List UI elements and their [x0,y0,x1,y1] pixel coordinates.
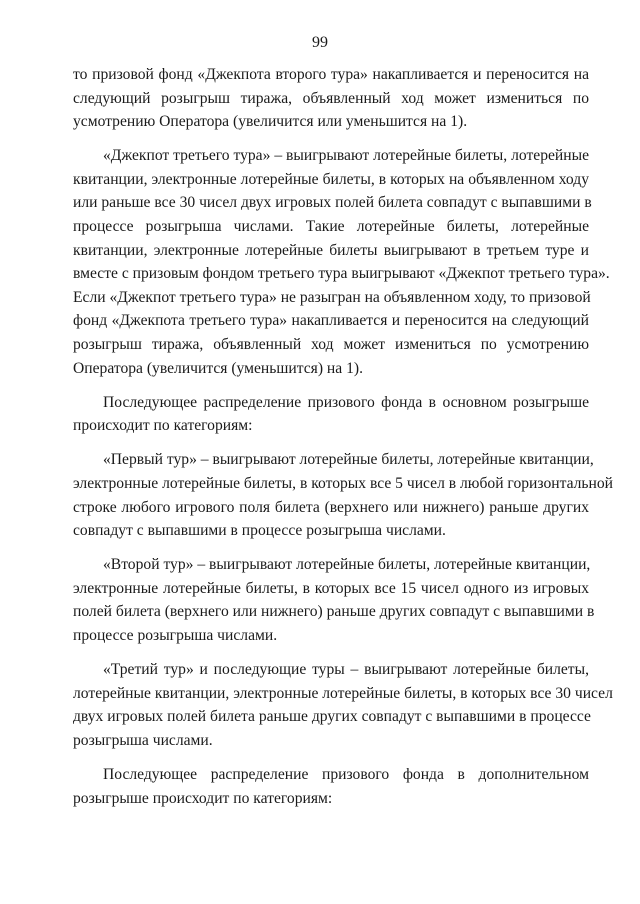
text-line: Оператора (увеличится (уменьшится) на 1). [73,359,363,377]
text-line: Последующее распределение призового фонда в основном розыгрыше [103,393,589,411]
text-line: квитанции, электронные лотерейные билеты выигрывают в третьем туре и [73,241,589,259]
text-line: «Третий тур» и последующие туры – выигрывают лотерейные билеты, [103,661,589,679]
text-line: лотерейные квитанции, электронные лотерейные билеты, в которых все 30 чисел [73,684,613,702]
paragraph [73,144,610,380]
text-line: розыгрыше происходит по категориям: [73,789,333,807]
text-line: электронные лотерейные билеты, в которых все 15 чисел одного из игровых [73,579,589,597]
paragraph [73,658,613,752]
text-line: происходит по категориям: [73,417,253,435]
text-line: совпадут с выпавшими в процессе розыгрыша числами. [73,522,446,540]
text-line: фонд «Джекпота третьего тура» накапливается и переносится на следующий [73,312,589,330]
paragraph [73,448,614,542]
paragraph [73,391,589,438]
text-line: вместе с призовым фондом третьего тура выигрывают «Джекпот третьего тура». [73,265,610,283]
text-line: или раньше все 30 чисел двух игровых полей билета совпадут с выпавшими в [73,194,592,212]
text-line: то призовой фонд «Джекпота второго тура» накапливается и переносится на [73,66,589,83]
text-line: процессе розыгрыша числами. Такие лотерейные билеты, лотерейные [73,218,589,236]
text-line: полей билета (верхнего или нижнего) раньше других совпадут с выпавшими в [73,603,595,621]
text-line: квитанции, электронные лотерейные билеты, в которых на объявленном ходу [73,170,589,188]
text-line: двух игровых полей билета раньше других совпадут с выпавшими в процессе [73,708,591,726]
text-line: следующий розыгрыш тиража, объявленный ход может измениться по [73,89,589,107]
text-line: «Первый тур» – выигрывают лотерейные билеты, лотерейные квитанции, [103,451,594,469]
page-number: 99 [312,34,328,51]
text-line: усмотрению Оператора (увеличится или уменьшится на 1). [73,113,468,131]
text-line: процессе розыгрыша числами. [73,627,278,645]
text-line: электронные лотерейные билеты, в которых все 5 чисел в любой горизонтальной [73,475,614,492]
document-body [73,63,614,821]
text-line: «Второй тур» – выигрывают лотерейные билеты, лотерейные квитанции, [103,556,591,574]
text-line: розыгрыш тиража, объявленный ход может измениться по усмотрению [73,336,589,354]
paragraph [73,553,595,647]
text-line: Если «Джекпот третьего тура» не разыгран на объявленном ходу, то призовой [73,288,591,306]
text-line: розыгрыша числами. [73,731,213,749]
text-line: «Джекпот третьего тура» – выигрывают лотерейные билеты, лотерейные [103,147,589,165]
paragraph [73,763,589,810]
paragraph [73,63,589,134]
text-line: строке любого игрового поля билета (верхнего или нижнего) раньше других [73,498,589,516]
text-line: Последующее распределение призового фонда в дополнительном [103,766,589,784]
